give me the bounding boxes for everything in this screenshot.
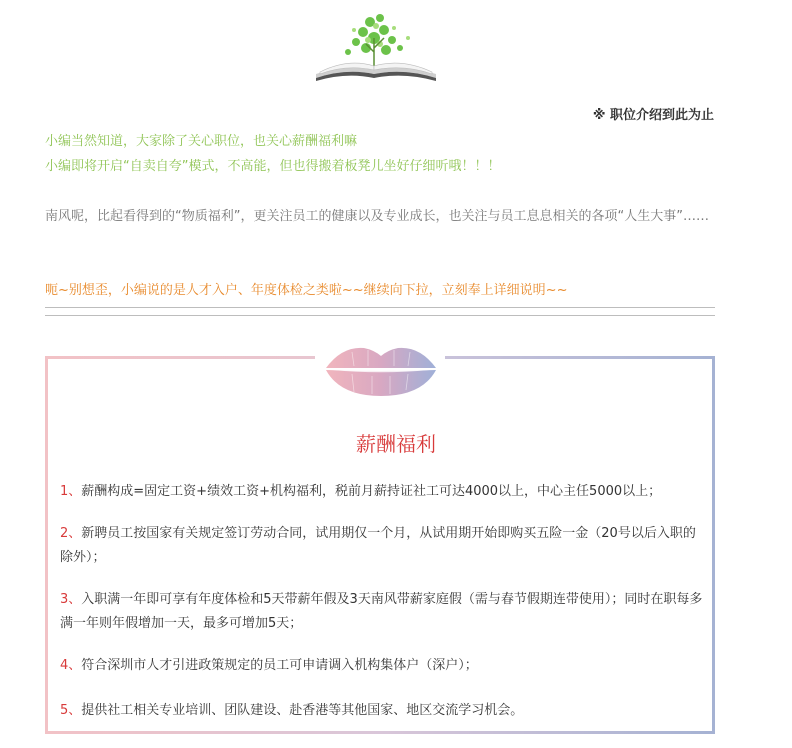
welfare-item	[60, 699, 705, 723]
welfare-item-number: 1、	[60, 484, 82, 499]
welfare-item-number: 2、	[60, 526, 82, 541]
welfare-item-text: 新聘员工按国家有关规定签订劳动合同，试用期仅一个月，从试用期开始即购买五险一金（20号以后入职的除外）；	[60, 526, 696, 565]
box-border-top-right	[445, 356, 715, 359]
open-book-plant-icon	[308, 8, 444, 84]
welfare-item	[60, 588, 705, 636]
welfare-item-text: 符合深圳市人才引进政策规定的员工可申请调入机构集体户（深户）；	[81, 658, 478, 673]
welfare-item-text: 入职满一年即可享有年度体检和5天带薪年假及3天南风带薪家庭假（需与春节假期连带使用）；同时在职每多满一年则年假增加一天，最多可增加5天；	[60, 592, 703, 631]
intro-green-line-1: 小编当然知道，大家除了关心职位，也关心薪酬福利嘛	[45, 134, 358, 149]
box-border-right	[712, 356, 715, 734]
box-border-left	[45, 356, 48, 734]
section-end-note: ※ 职位介绍到此为止	[592, 108, 714, 123]
intro-green-line-2: 小编即将开启“自卖自夸”模式，不高能，但也得搬着板凳儿坐好仔细听哦！！！	[45, 159, 501, 174]
divider-top	[45, 307, 715, 308]
welfare-item	[60, 522, 705, 570]
welfare-item	[60, 480, 705, 504]
box-border-bottom	[45, 731, 715, 734]
welfare-item-number: 5、	[60, 703, 82, 718]
welfare-item-text: 提供社工相关专业培训、团队建设、赴香港等其他国家、地区交流学习机会。	[81, 703, 524, 718]
intro-orange-line: 呃~别想歪，小编说的是人才入户、年度体检之类啦~~继续向下拉，立刻奉上详细说明~~	[45, 283, 568, 298]
box-border-top-left	[45, 356, 315, 359]
welfare-item-text: 薪酬构成=固定工资+绩效工资+机构福利，税前月薪持证社工可达4000以上，中心主任5000以上；	[81, 484, 662, 499]
intro-paragraph: 南风呢，比起看得到的“物质福利”，更关注员工的健康以及专业成长，也关注与员工息息相关的各项“人生大事”……	[45, 209, 709, 224]
welfare-item-number: 3、	[60, 592, 82, 607]
divider-bottom	[45, 315, 715, 316]
welfare-item	[60, 654, 705, 678]
lips-kiss-icon	[322, 338, 440, 400]
welfare-item-number: 4、	[60, 658, 82, 673]
welfare-title: 薪酬福利	[356, 432, 436, 456]
